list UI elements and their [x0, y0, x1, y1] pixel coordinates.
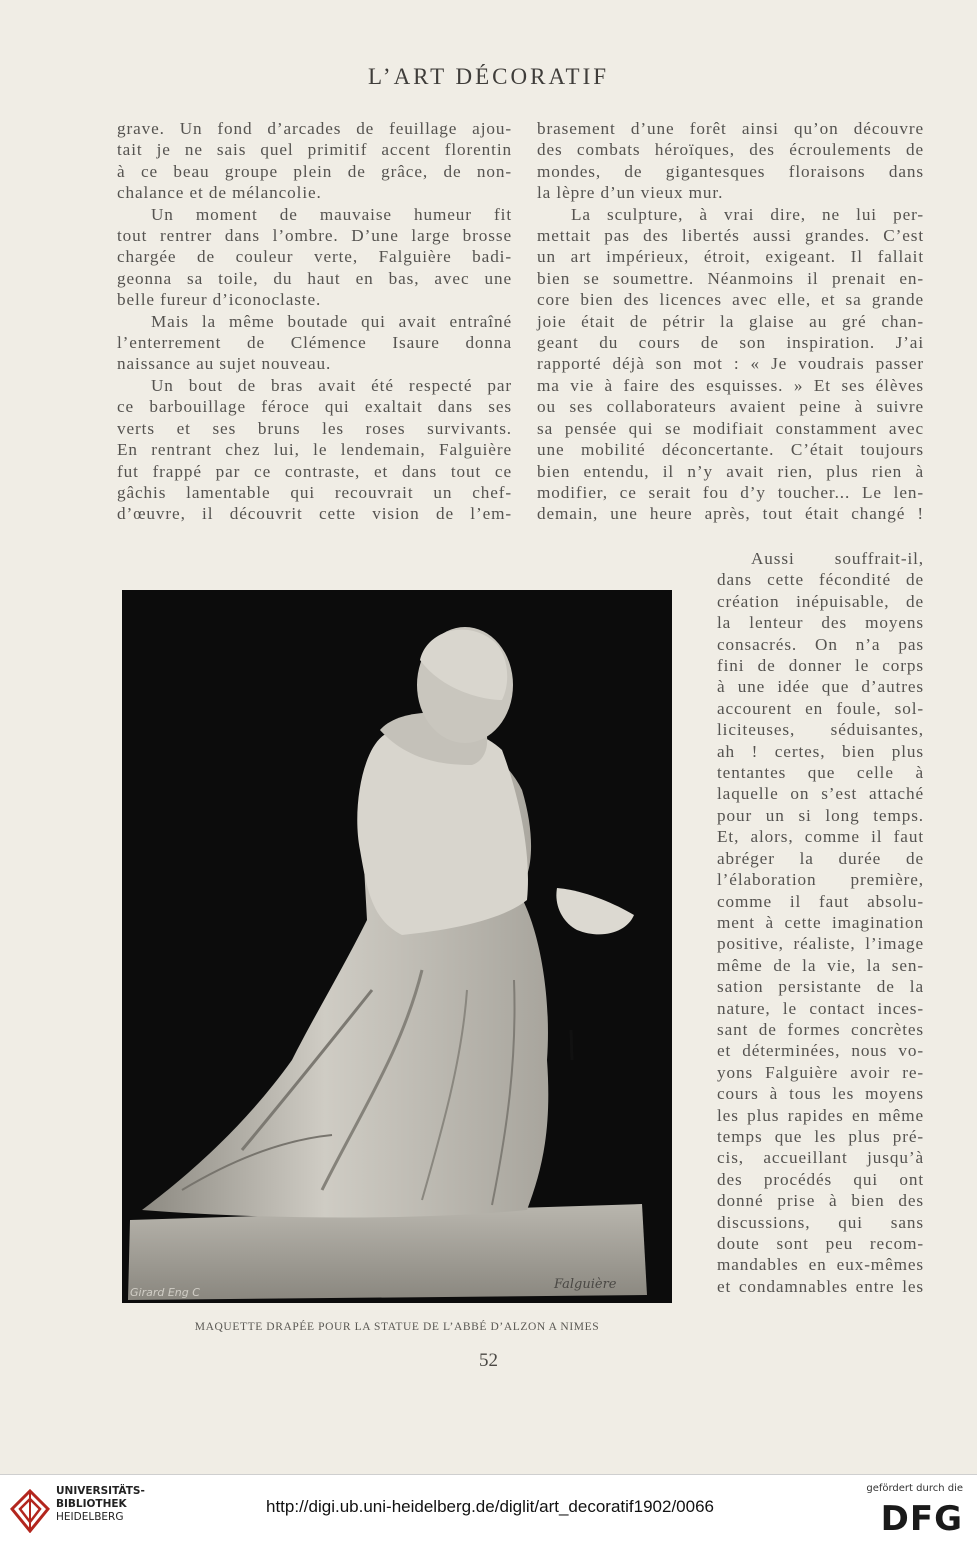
text-line: Un moment de mauvaise humeur fit: [151, 204, 512, 224]
text-line: laquelle on s’est attaché: [717, 784, 924, 804]
text-column-right-top: [537, 118, 924, 525]
text-line: des procédés qui ont: [717, 1169, 924, 1189]
digitization-footer: [0, 1474, 977, 1545]
text-line: liciteuses, séduisantes,: [717, 720, 924, 740]
text-column-right-narrow: [717, 548, 924, 1297]
text-column-left: [117, 118, 512, 525]
artist-signature: Falguière: [554, 1277, 617, 1292]
page-number: 52: [479, 1350, 498, 1371]
text-line: geonna sa toile, du haut en bas, avec une: [117, 268, 512, 288]
figure-caption: MAQUETTE DRAPÉE POUR LA STATUE DE L’ABBÉ D’ALZON A NIMES: [194, 1321, 600, 1333]
text-line: nature, le contact inces-: [717, 998, 924, 1018]
text-line: grave. Un fond d’arcades de feuillage ajou-: [117, 119, 512, 138]
text-line: ce barbouillage féroce qui exaltait dans ses: [117, 397, 512, 417]
text-line: core bien des licences avec elle, et sa grande: [537, 290, 924, 310]
text-line: une mobilité déconcertante. C’était toujours: [537, 440, 924, 460]
text-line: cours à tous les moyens: [717, 1084, 924, 1104]
text-line: verts et ses bruns les roses survivants.: [117, 418, 512, 438]
text-line: tentantes que celle à: [717, 763, 924, 783]
text-line: la lèpre d’un vieux mur.: [537, 183, 724, 203]
text-line: sant de formes concrètes: [717, 1019, 924, 1039]
text-line: fut frappé par ce contraste, et dans tout ce: [117, 461, 512, 481]
text-line: Et, alors, comme il faut: [717, 827, 924, 847]
library-name: UNIVERSITÄTS- BIBLIOTHEK HEIDELBERG: [56, 1485, 145, 1523]
text-line: belle fureur d’iconoclaste.: [117, 290, 322, 310]
funder-label: gefördert durch die: [866, 1483, 963, 1494]
text-line: ment à cette imagination: [717, 912, 924, 932]
text-line: modifier, ce serait fou d’y toucher... Le len-: [537, 482, 924, 502]
text-line: discussions, qui sans: [717, 1212, 924, 1232]
text-line: cis, accueillant jusqu’à: [717, 1148, 924, 1168]
text-line: Mais la même boutade qui avait entraîné: [151, 311, 512, 331]
text-line: chargée de couleur verte, Falguière badi-: [117, 247, 512, 267]
text-line: tout rentrer dans l’ombre. D’une large brosse: [117, 226, 512, 246]
running-title: L’ART DÉCORATIF: [367, 64, 610, 89]
text-line: à ce beau groupe plein de grâce, de non-: [117, 161, 512, 181]
text-line: même de la vie, la sen-: [717, 955, 924, 975]
text-line: fini de donner le corps: [717, 656, 924, 676]
text-line: abréger la durée de: [717, 848, 924, 868]
text-line: yons Falguière avoir re-: [717, 1062, 924, 1082]
text-line: la lenteur des moyens: [717, 613, 924, 633]
text-line: bien se soumettre. Néanmoins il prenait en-: [537, 268, 924, 288]
text-line: gâchis lamentable qui recouvrait un chef-: [117, 482, 512, 502]
engraver-mark: Girard Eng C: [130, 1286, 200, 1299]
text-line: d’œuvre, il découvrit cette vision de l’em-: [117, 504, 512, 524]
text-line: tait je ne sais quel primitif accent florentin: [117, 140, 512, 160]
text-line: doute sont peu recom-: [717, 1234, 924, 1253]
text-line: ou ses collaborateurs avaient peine à suivre: [537, 397, 924, 417]
text-line: bien entendu, il n’y avait rien, plus rien à: [537, 461, 924, 481]
text-line: mandables en eux-mêmes: [717, 1255, 924, 1275]
text-line: donné prise à bien des: [717, 1191, 924, 1211]
text-line: et condamnables entre les: [717, 1276, 924, 1296]
permalink-url[interactable]: http://digi.ub.uni-heidelberg.de/diglit/art_decoratif1902/0066: [266, 1497, 714, 1516]
text-line: à une idée que d’autres: [717, 677, 924, 697]
text-line: ah ! certes, bien plus: [717, 741, 924, 761]
text-line: consacrés. On n’a pas: [717, 634, 924, 654]
library-logo-icon: [10, 1489, 50, 1537]
text-line: sa pensée qui se modifiait constamment avec: [537, 418, 924, 438]
text-line: naissance au sujet nouveau.: [117, 354, 332, 374]
text-line: mondes, de gigantesques floraisons dans: [537, 161, 924, 181]
text-line: ma vie à faire des esquisses. » Et ses élèves: [537, 375, 924, 395]
dfg-logo-icon: DFG: [880, 1499, 963, 1539]
text-line: l’enterrement de Clémence Isaure donna: [117, 333, 512, 353]
text-line: brasement d’une forêt ainsi qu’on découvre: [537, 119, 924, 138]
text-line: l’élaboration première,: [717, 870, 924, 890]
text-line: les plus rapides en même: [717, 1105, 924, 1125]
text-line: Un bout de bras avait été respecté par: [151, 375, 512, 395]
text-line: demain, une heure après, tout était changé !: [537, 504, 924, 524]
text-line: Aussi souffrait-il,: [751, 549, 924, 568]
text-line: un art impérieux, étroit, exigeant. Il fallait: [537, 247, 924, 267]
text-line: geant du cours de son inspiration. J’ai: [537, 333, 924, 353]
text-line: dans cette fécondité de: [717, 570, 924, 590]
text-line: En rentrant chez lui, le lendemain, Falguière: [117, 440, 512, 460]
text-line: rapporté déjà son mot : « Je voudrais passer: [537, 354, 924, 374]
text-line: La sculpture, à vrai dire, ne lui per-: [571, 204, 924, 224]
text-line: création inépuisable, de: [717, 591, 924, 611]
text-line: joie était de pétrir la glaise au gré chan-: [537, 311, 924, 331]
text-line: chalance et de mélancolie.: [117, 183, 322, 203]
text-line: pour un si long temps.: [717, 805, 924, 825]
text-line: comme il faut absolu-: [717, 891, 924, 911]
text-line: des combats héroïques, des écroulements de: [537, 140, 924, 160]
text-line: et déterminées, nous vo-: [717, 1041, 924, 1061]
text-line: temps que les plus pré-: [717, 1126, 924, 1146]
text-line: positive, réaliste, l’image: [717, 934, 924, 954]
text-line: mettait pas des libertés aussi grandes. C’est: [537, 226, 924, 246]
sculpture-photograph: [122, 590, 672, 1303]
text-line: accourent en foule, sol-: [717, 698, 924, 718]
text-line: sation persistante de la: [717, 977, 924, 997]
